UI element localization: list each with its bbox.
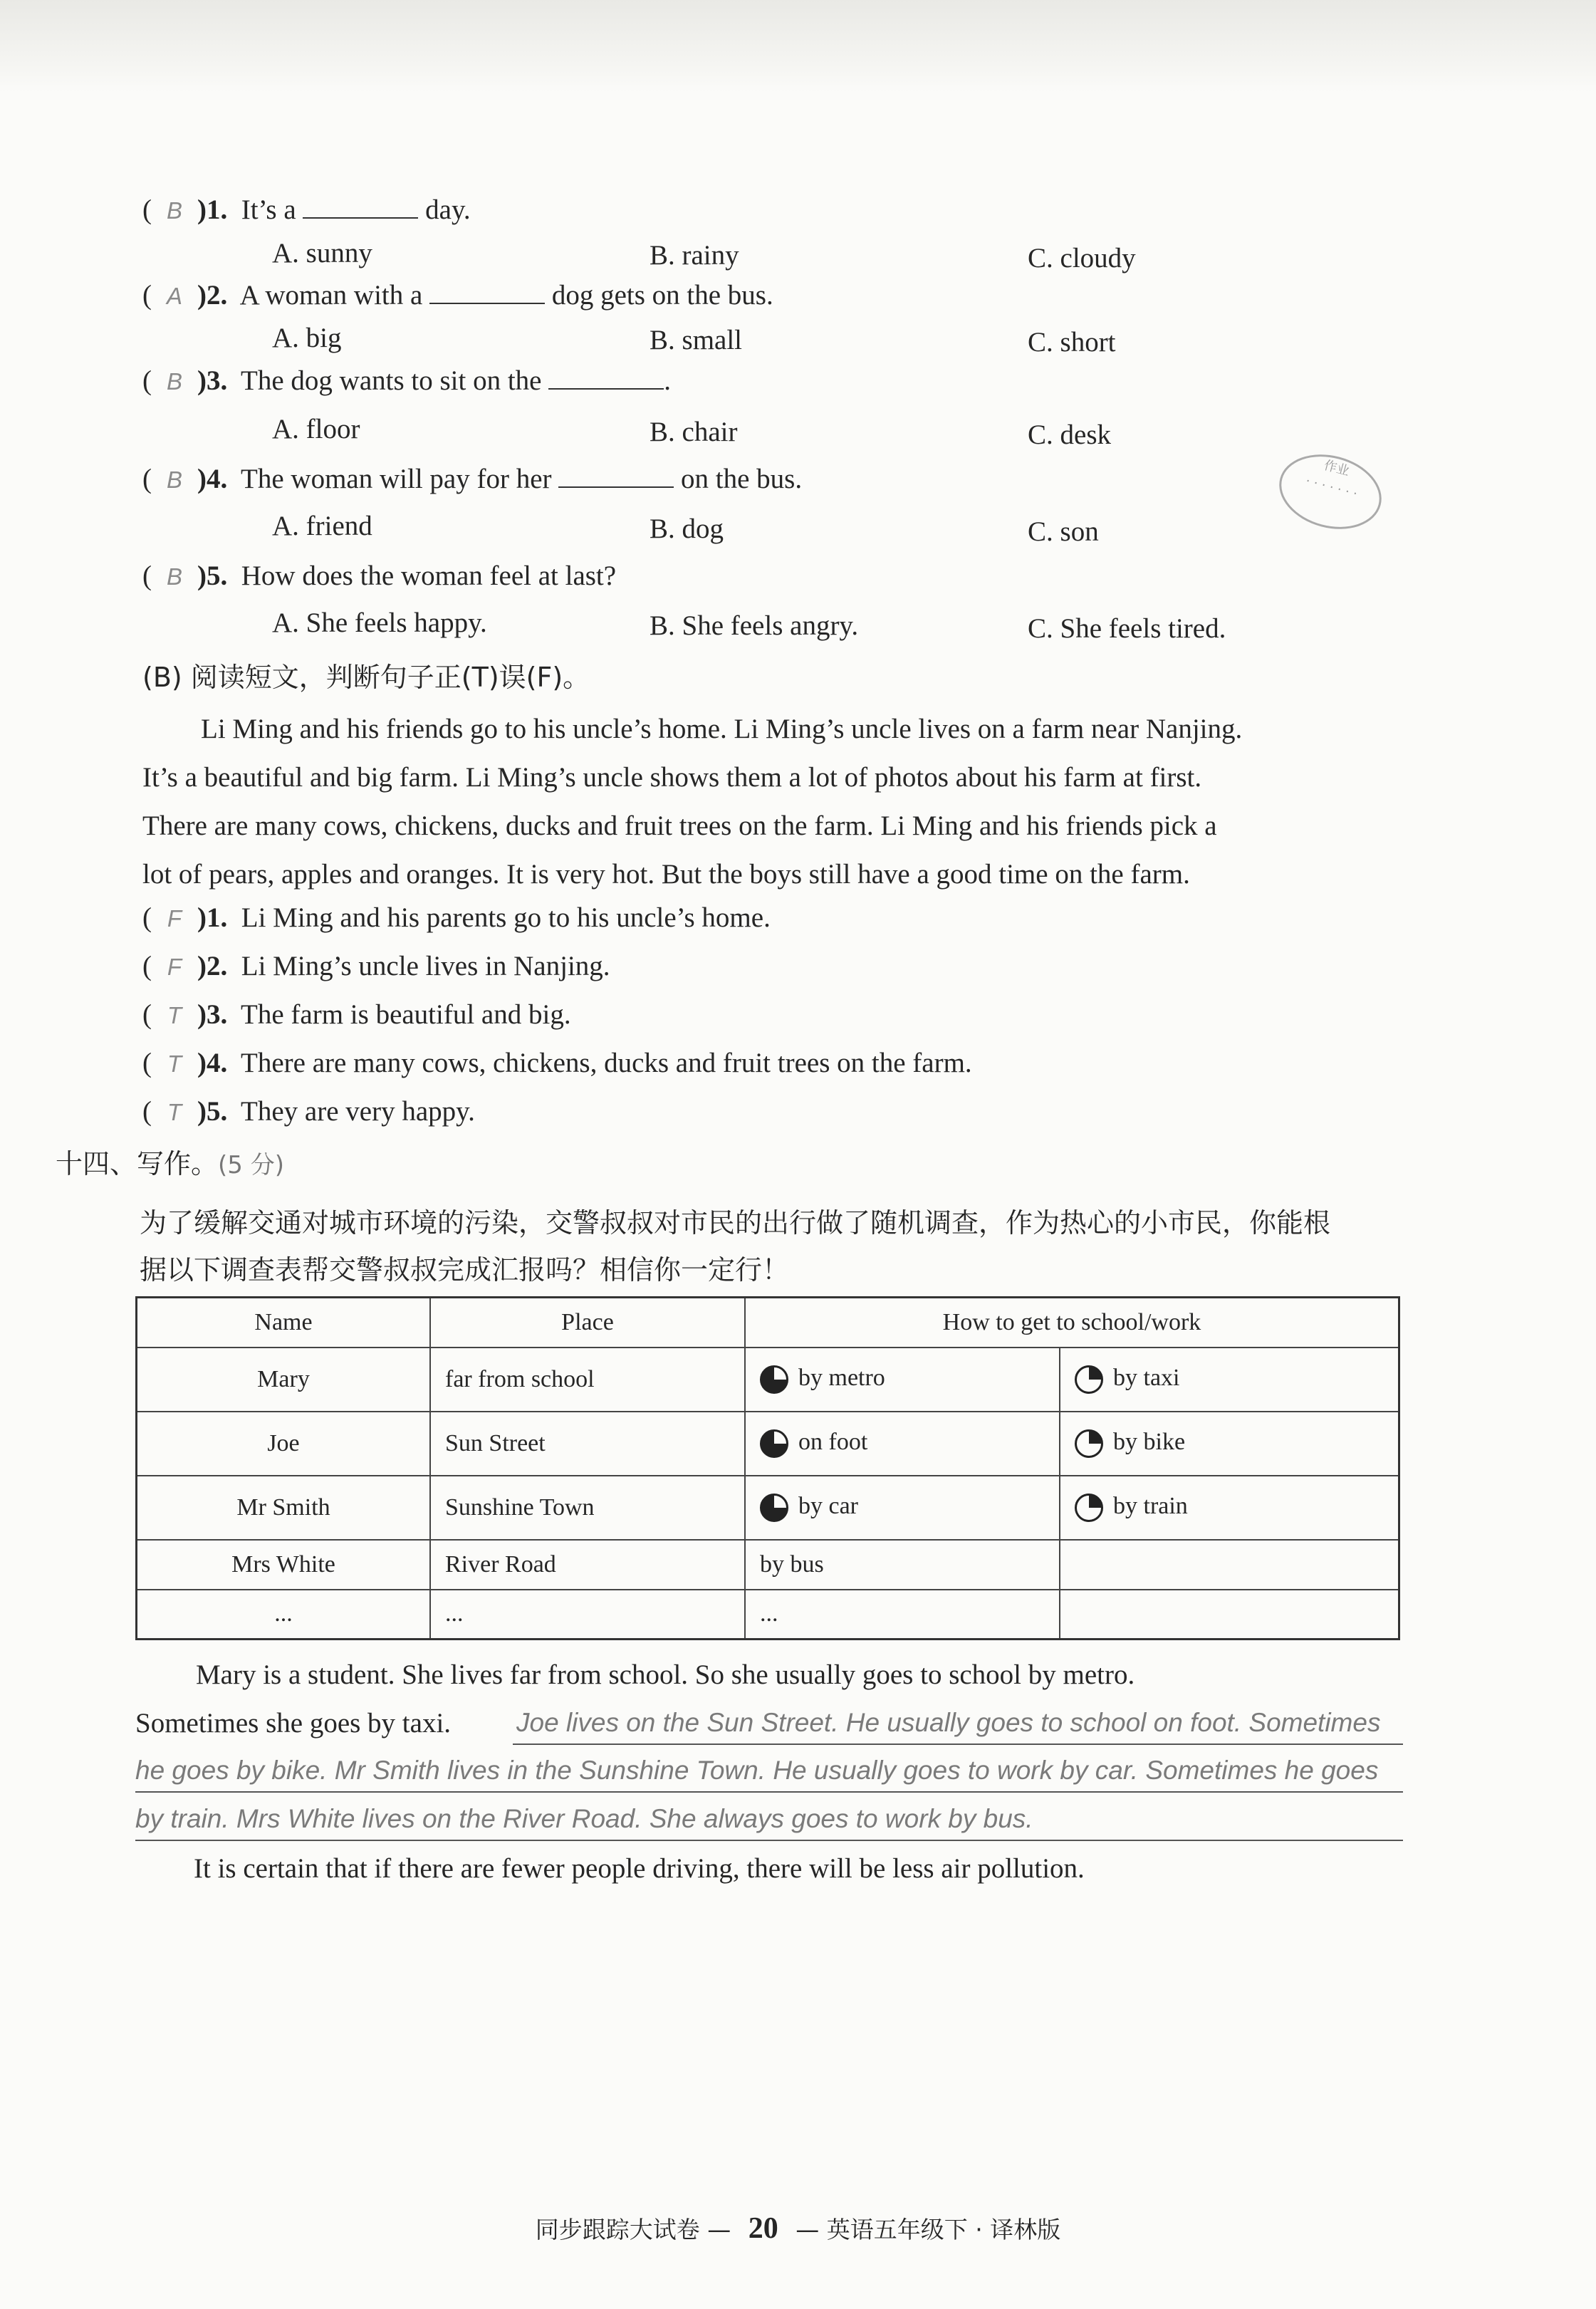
answer: F xyxy=(167,905,182,932)
handwritten-answer-3: by train. Mrs White lives on the River Road. She always goes to work by bus. xyxy=(135,1804,1033,1833)
cell-transport-1: ... xyxy=(745,1590,1060,1640)
answer: T xyxy=(167,1099,182,1125)
answer-blank xyxy=(429,281,545,304)
item-text: Li Ming and his parents go to his uncle’s home. xyxy=(241,902,771,933)
header-place: Place xyxy=(430,1298,745,1348)
frequency-pie-icon xyxy=(1075,1365,1103,1394)
answer: T xyxy=(167,1051,182,1077)
footer-book-title: 同步跟踪大试卷 xyxy=(535,2216,700,2243)
question-stem-end: . xyxy=(664,365,671,396)
cell-transport-1 xyxy=(745,1476,1060,1540)
transport-label: by train xyxy=(1113,1492,1188,1519)
answer-blank xyxy=(548,367,664,390)
frequency-pie-icon xyxy=(760,1494,788,1522)
question-stem-end: dog gets on the bus. xyxy=(551,280,773,311)
item-number: )2. xyxy=(197,951,228,981)
handwritten-answer-2: he goes by bike. Mr Smith lives in the Sunshine Town. He usually goes to work by car. Sometimes he goes xyxy=(135,1756,1379,1785)
answer-line xyxy=(513,1744,1403,1745)
question-number: )2. xyxy=(197,280,228,311)
transport-label: by car xyxy=(798,1492,859,1519)
item-text: Li Ming’s uncle lives in Nanjing. xyxy=(241,951,610,981)
option-c: C. son xyxy=(1028,516,1099,547)
option-a: A. friend xyxy=(272,511,372,541)
item-text: The farm is beautiful and big. xyxy=(241,999,571,1030)
cell-transport-1 xyxy=(745,1412,1060,1476)
option-a: A. big xyxy=(272,323,342,353)
table-row xyxy=(137,1412,1399,1476)
table-row xyxy=(137,1348,1399,1412)
item-number: )5. xyxy=(197,1096,228,1127)
transport-label: on foot xyxy=(798,1428,868,1455)
answer: B xyxy=(166,563,182,590)
option-b: B. rainy xyxy=(650,240,739,271)
passage-line: lot of pears, apples and oranges. It is very hot. But the boys still have a good time on the farm. xyxy=(142,859,1190,890)
answer: F xyxy=(167,954,182,980)
tf-item-4: ( T )4. There are many cows, chickens, ducks and fruit trees on the farm. xyxy=(142,1048,972,1078)
cell-name: Mrs White xyxy=(137,1540,431,1590)
question-stem: A woman with a xyxy=(239,280,423,311)
passage-line: It’s a beautiful and big farm. Li Ming’s uncle shows them a lot of photos about his farm at first. xyxy=(142,762,1202,793)
question-stem: It’s a xyxy=(241,194,296,225)
footer-dash: — xyxy=(707,2216,731,2243)
question-stem: The dog wants to sit on the xyxy=(241,365,542,396)
footer-dash: — xyxy=(796,2216,820,2243)
cell-place: Sun Street xyxy=(430,1412,745,1476)
option-b: B. small xyxy=(650,325,743,355)
stamp-text: 作业 xyxy=(1322,457,1351,479)
question-stem: How does the woman feel at last? xyxy=(241,561,617,591)
writing-instruction-2: 据以下调查表帮交警叔叔完成汇报吗？相信你一定行！ xyxy=(140,1254,790,1286)
cell-transport-2 xyxy=(1060,1412,1399,1476)
option-b: B. dog xyxy=(650,514,724,544)
footer-subject: 英语五年级下 · 译林版 xyxy=(826,2216,1061,2243)
option-c: C. short xyxy=(1028,327,1116,358)
frequency-pie-icon xyxy=(760,1365,788,1394)
writing-closing: It is certain that if there are fewer people driving, there will be less air pollution. xyxy=(194,1853,1085,1884)
question-3: ( B )3. The dog wants to sit on the . xyxy=(142,365,671,396)
question-5: ( B )5. How does the woman feel at last? xyxy=(142,561,617,591)
option-a: A. She feels happy. xyxy=(272,608,487,638)
cell-place: ... xyxy=(430,1590,745,1640)
answer: B xyxy=(166,467,182,493)
frequency-pie-icon xyxy=(1075,1494,1103,1522)
tf-item-5: ( T )5. They are very happy. xyxy=(142,1096,475,1127)
question-1: ( B )1. It’s a day. xyxy=(142,194,471,225)
cell-transport-2 xyxy=(1060,1590,1399,1640)
question-2: ( A )2. A woman with a dog gets on the bus. xyxy=(142,280,773,311)
answer: A xyxy=(166,283,182,309)
cell-transport-1 xyxy=(745,1348,1060,1412)
question-4: ( B )4. The woman will pay for her on the bus. xyxy=(142,464,803,494)
cell-name: ... xyxy=(137,1590,431,1640)
writing-para-2-start: Sometimes she goes by taxi. xyxy=(135,1708,452,1739)
survey-table xyxy=(135,1296,1400,1640)
table-header-row xyxy=(137,1298,1399,1348)
writing-heading xyxy=(56,1142,284,1181)
question-stem: The woman will pay for her xyxy=(241,464,552,494)
item-number: )4. xyxy=(197,1048,228,1078)
passage-line: There are many cows, chickens, ducks and fruit trees on the farm. Li Ming and his friends pick a xyxy=(142,811,1217,841)
question-stem-end: on the bus. xyxy=(681,464,803,494)
part-b-heading: (B) 阅读短文，判断句子正(T)误(F)。 xyxy=(142,662,590,693)
header-name: Name xyxy=(137,1298,431,1348)
option-a: A. floor xyxy=(272,414,360,444)
tf-item-3: ( T )3. The farm is beautiful and big. xyxy=(142,999,571,1030)
table-row xyxy=(137,1476,1399,1540)
cell-transport-2 xyxy=(1060,1540,1399,1590)
answer-blank xyxy=(558,465,674,488)
question-number: )1. xyxy=(197,194,228,225)
scan-top-band xyxy=(0,0,1596,93)
item-number: )1. xyxy=(197,902,228,933)
page-number: 20 xyxy=(748,2212,778,2245)
item-text: There are many cows, chickens, ducks and fruit trees on the farm. xyxy=(241,1048,972,1078)
answer: B xyxy=(166,368,182,395)
answer-line xyxy=(135,1840,1403,1841)
header-transport: How to get to school/work xyxy=(745,1298,1399,1348)
option-c: C. cloudy xyxy=(1028,243,1136,273)
table-row xyxy=(137,1590,1399,1640)
cell-name: Mr Smith xyxy=(137,1476,431,1540)
tf-item-2: ( F )2. Li Ming’s uncle lives in Nanjing. xyxy=(142,951,610,981)
answer-line xyxy=(135,1791,1403,1793)
transport-label: by bike xyxy=(1113,1428,1186,1455)
item-number: )3. xyxy=(197,999,228,1030)
cell-place: far from school xyxy=(430,1348,745,1412)
reading-passage xyxy=(142,705,1410,899)
cell-place: River Road xyxy=(430,1540,745,1590)
option-c: C. desk xyxy=(1028,419,1111,450)
option-c: C. She feels tired. xyxy=(1028,613,1226,644)
cell-transport-2 xyxy=(1060,1348,1399,1412)
handwritten-answer-1: Joe lives on the Sun Street. He usually goes to school on foot. Sometimes xyxy=(516,1708,1381,1737)
option-b: B. chair xyxy=(650,417,738,447)
option-a: A. sunny xyxy=(272,238,372,269)
answer: B xyxy=(166,197,182,224)
passage-line: Li Ming and his friends go to his uncle’s home. Li Ming’s uncle lives on a farm near Nanjing. xyxy=(201,714,1243,744)
page-footer xyxy=(0,2211,1596,2246)
cell-name: Mary xyxy=(137,1348,431,1412)
item-text: They are very happy. xyxy=(241,1096,475,1127)
question-number: )4. xyxy=(197,464,228,494)
writing-instruction-1: 为了缓解交通对城市环境的污染，交警叔叔对市民的出行做了随机调查，作为热心的小市民，你能根 xyxy=(140,1207,1331,1239)
transport-label: by metro xyxy=(798,1364,885,1391)
question-number: )5. xyxy=(197,561,228,591)
homework-stamp: 作业 · · · · · · · xyxy=(1271,444,1389,540)
table-row xyxy=(137,1540,1399,1590)
cell-name: Joe xyxy=(137,1412,431,1476)
cell-place: Sunshine Town xyxy=(430,1476,745,1540)
writing-para-1: Mary is a student. She lives far from school. So she usually goes to school by metro. xyxy=(196,1659,1135,1690)
frequency-pie-icon xyxy=(760,1429,788,1458)
question-stem-end: day. xyxy=(425,194,471,225)
cell-transport-2 xyxy=(1060,1476,1399,1540)
cell-transport-1: by bus xyxy=(745,1540,1060,1590)
option-b: B. She feels angry. xyxy=(650,610,859,641)
answer-blank xyxy=(303,196,418,219)
frequency-pie-icon xyxy=(1075,1429,1103,1458)
tf-item-1: ( F )1. Li Ming and his parents go to his uncle’s home. xyxy=(142,902,771,933)
writing-score: (5 分) xyxy=(218,1151,284,1179)
writing-title: 十四、写作。 xyxy=(56,1148,219,1179)
transport-label: by taxi xyxy=(1113,1364,1180,1391)
answer: T xyxy=(167,1002,182,1028)
question-number: )3. xyxy=(197,365,228,396)
